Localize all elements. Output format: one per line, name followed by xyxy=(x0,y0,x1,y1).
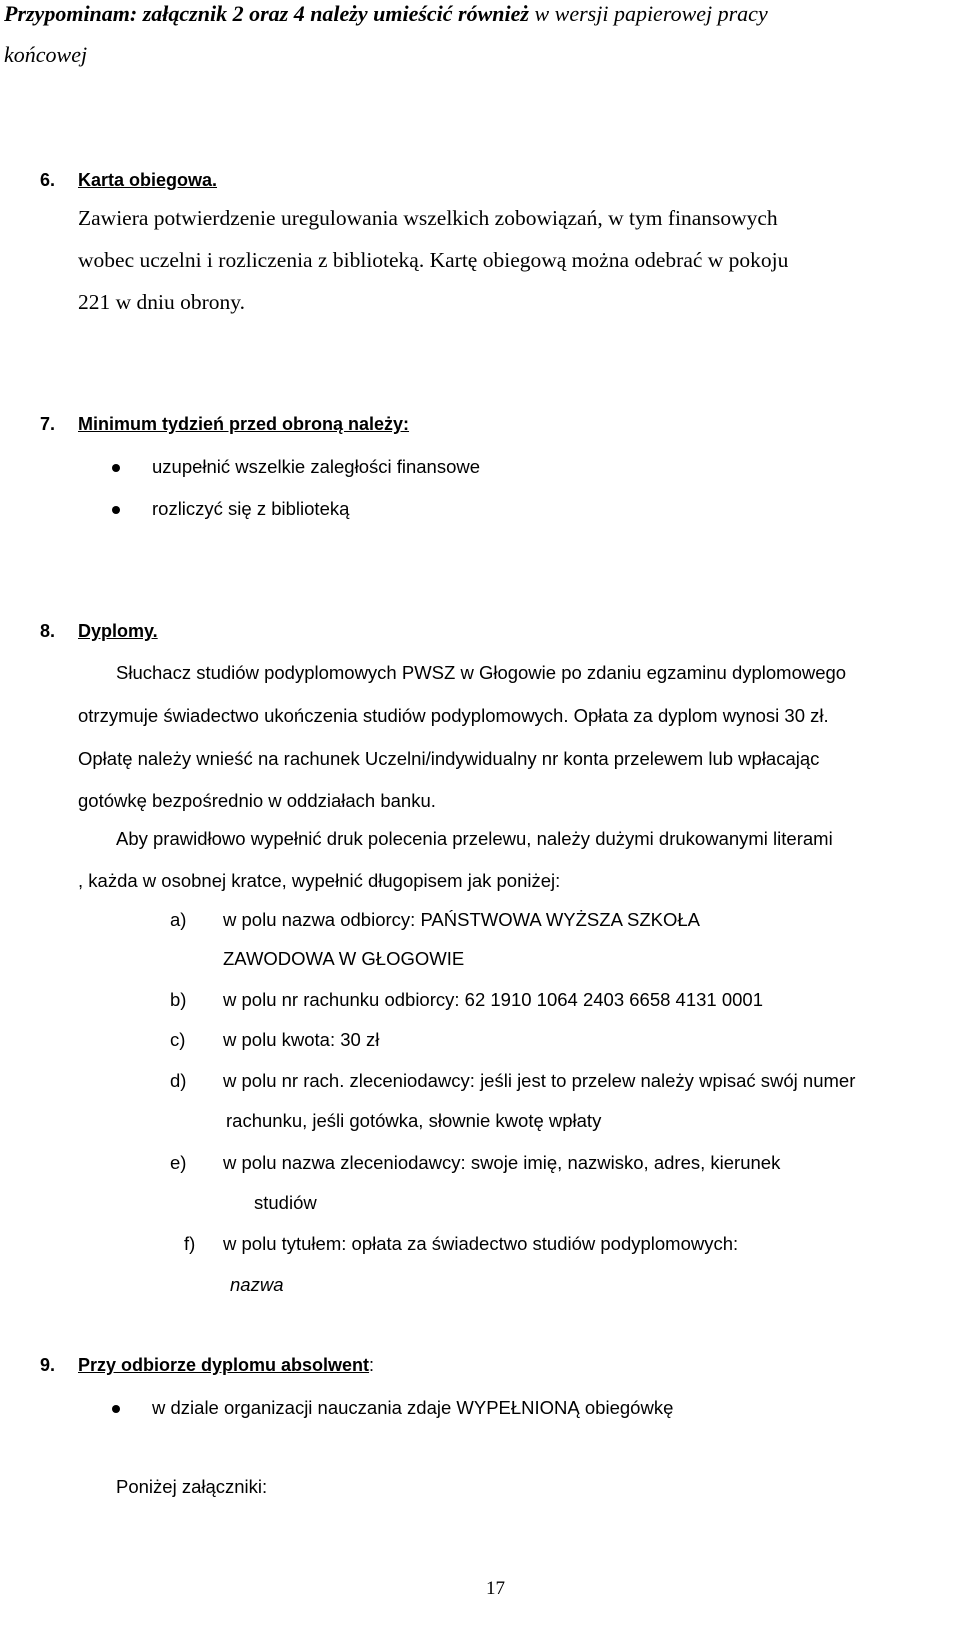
item-f-line-1: w polu tytułem: opłata za świadectwo studiów podyplomowych: xyxy=(223,1233,739,1254)
section-7-title: Minimum tydzień przed obroną należy: xyxy=(78,414,410,434)
section-8-line-6: , każda w osobnej kratce, wypełnić długopisem jak poniżej: xyxy=(78,870,561,891)
section-6-line-3: 221 w dniu obrony. xyxy=(78,290,246,314)
section-7-bullet-2: rozliczyć się z biblioteką xyxy=(152,498,350,519)
item-d-line-1: w polu nr rach. zleceniodawcy: jeśli jest to przelew należy wpisać swój numer xyxy=(223,1070,856,1091)
item-e-label: e) xyxy=(170,1152,187,1173)
item-a-line-2: ZAWODOWA W GŁOGOWIE xyxy=(223,948,465,969)
bullet-icon xyxy=(112,506,120,514)
section-9-title: Przy odbiorze dyplomu absolwent xyxy=(78,1355,370,1375)
reminder-line-1 xyxy=(4,1,768,27)
reminder-rest: w wersji papierowej pracy xyxy=(528,1,768,26)
item-e-line-1: w polu nazwa zleceniodawcy: swoje imię, nazwisko, adres, kierunek xyxy=(223,1152,781,1173)
section-6-title: Karta obiegowa. xyxy=(78,170,218,190)
section-6-line-2: wobec uczelni i rozliczenia z biblioteką. Kartę obiegową można odebrać w pokoju xyxy=(78,248,789,272)
reminder-bold: Przypominam: załącznik 2 oraz 4 należy umieścić również xyxy=(4,1,529,26)
section-8-line-2: otrzymuje świadectwo ukończenia studiów podyplomowych. Opłata za dyplom wynosi 30 zł. xyxy=(78,705,829,726)
item-a-label: a) xyxy=(170,909,187,930)
section-8-line-4: gotówkę bezpośrednio w oddziałach banku. xyxy=(78,790,436,811)
section-6-line-1: Zawiera potwierdzenie uregulowania wszelkich zobowiązań, w tym finansowych xyxy=(78,206,778,230)
bullet-icon xyxy=(112,464,120,472)
bullet-icon xyxy=(112,1405,120,1413)
section-9-number: 9. xyxy=(40,1355,56,1375)
section-6-number: 6. xyxy=(40,170,56,190)
item-a-line-1: w polu nazwa odbiorcy: PAŃSTWOWA WYŻSZA SZKOŁA xyxy=(223,909,701,930)
section-9-heading xyxy=(78,1355,374,1376)
section-9-colon: : xyxy=(369,1355,375,1375)
section-7-number: 7. xyxy=(40,414,56,434)
item-b-label: b) xyxy=(170,989,187,1010)
section-7-bullet-1: uzupełnić wszelkie zaległości finansowe xyxy=(152,456,481,477)
section-8-line-1: Słuchacz studiów podyplomowych PWSZ w Głogowie po zdaniu egzaminu dyplomowego xyxy=(116,662,847,683)
attachments-label: Poniżej załączniki: xyxy=(116,1476,268,1497)
section-8-number: 8. xyxy=(40,621,56,641)
item-f-line-2: nazwa xyxy=(230,1274,284,1295)
reminder-line-2: końcowej xyxy=(4,42,88,67)
section-8-line-5: Aby prawidłowo wypełnić druk polecenia przelewu, należy dużymi drukowanymi literami xyxy=(116,828,833,849)
section-8-title: Dyplomy. xyxy=(78,621,158,641)
page-number: 17 xyxy=(486,1578,505,1599)
item-b-line-1: w polu nr rachunku odbiorcy: 62 1910 1064 2403 6658 4131 0001 xyxy=(223,989,764,1010)
item-e-line-2: studiów xyxy=(254,1192,317,1213)
section-9-bullet-1: w dziale organizacji nauczania zdaje WYPEŁNIONĄ obiegówkę xyxy=(152,1397,674,1418)
item-f-label: f) xyxy=(184,1233,196,1254)
item-d-label: d) xyxy=(170,1070,187,1091)
item-c-line-1: w polu kwota: 30 zł xyxy=(223,1029,380,1050)
item-d-line-2: rachunku, jeśli gotówka, słownie kwotę wpłaty xyxy=(226,1110,602,1131)
item-c-label: c) xyxy=(170,1029,186,1050)
section-8-line-3: Opłatę należy wnieść na rachunek Uczelni/indywidualny nr konta przelewem lub wpłacając xyxy=(78,748,820,769)
